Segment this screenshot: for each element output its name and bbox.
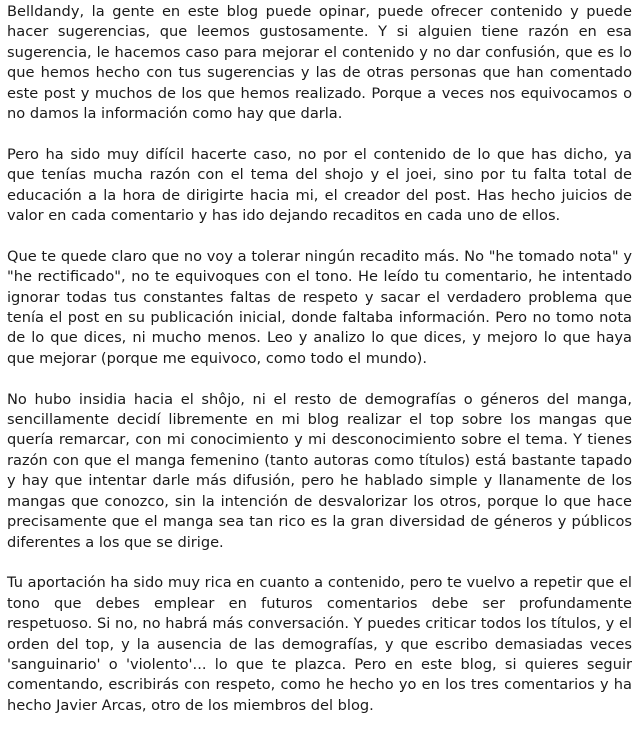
comment-paragraph: Pero ha sido muy difícil hacerte caso, no por el contenido de lo que has dicho, ya que tenías mucha razón con el tema del shojo y el joei, sino por tu falta total de educación a la hora de dirigirte hacia mi, el creador del post. Has hecho juicios de valor en cada comentario y has ido dejando recaditos en cada uno de ellos. (7, 145, 632, 225)
comment-paragraph: Tu aportación ha sido muy rica en cuanto a contenido, pero te vuelvo a repetir que el tono que debes emplear en futuros comentarios debe ser profundamente respetuoso. Si no, no habrá más conversación. Y puedes criticar todos los títulos, y el orden del top, y la ausencia de las demografías, y que escribo demasiadas veces 'sanguinario' o 'violento'... lo que te plazca. Pero en este blog, si quieres seguir comentando, escribirás con respeto, como he hecho yo en los tres comentarios y ha hecho Javier Arcas, otro de los miembros del blog. (7, 574, 632, 714)
comment-paragraph: No hubo insidia hacia el shôjo, ni el resto de demografías o géneros del manga, sencillamente decidí libremente en mi blog realizar el top sobre los mangas que quería remarcar, con mi conocimiento y mi desconocimiento sobre el tema. Y tienes razón con que el manga femenino (tanto autoras como títulos) está bastante tapado y hay que intentar darle más difusión, pero he hablado simple y llanamente de los mangas que conozco, sin la intención de desvalorizar los otros, porque lo que hace precisamente que el manga sea tan rico es la gran diversidad de géneros y públicos diferentes a los que se dirige. (7, 390, 632, 551)
comment-paragraph: Belldandy, la gente en este blog puede opinar, puede ofrecer contenido y puede hacer sugerencias, que leemos gustosamente. Y si alguien tiene razón en esa sugerencia, le hacemos caso para mejorar el contenido y no dar confusión, que es lo que hemos hecho con tus sugerencias y las de otras personas que han comentado este post y muchos de los que hemos realizado. Porque a veces nos equivocamos o no damos la información como hay que darla. (7, 3, 632, 123)
comment-paragraph: Que te quede claro que no voy a tolerar ningún recadito más. No "he tomado nota" y "he rectificado", no te equivoques con el tono. He leído tu comentario, he intentado ignorar todas tus constantes faltas de respeto y sacar el verdadero problema que tenía el post en su publicación inicial, donde faltaba información. Pero no tomo nota de lo que dices, ni mucho menos. Leo y analizo lo que dices, y mejoro lo que haya que mejorar (porque me equivoco, como todo el mundo). (7, 247, 632, 367)
